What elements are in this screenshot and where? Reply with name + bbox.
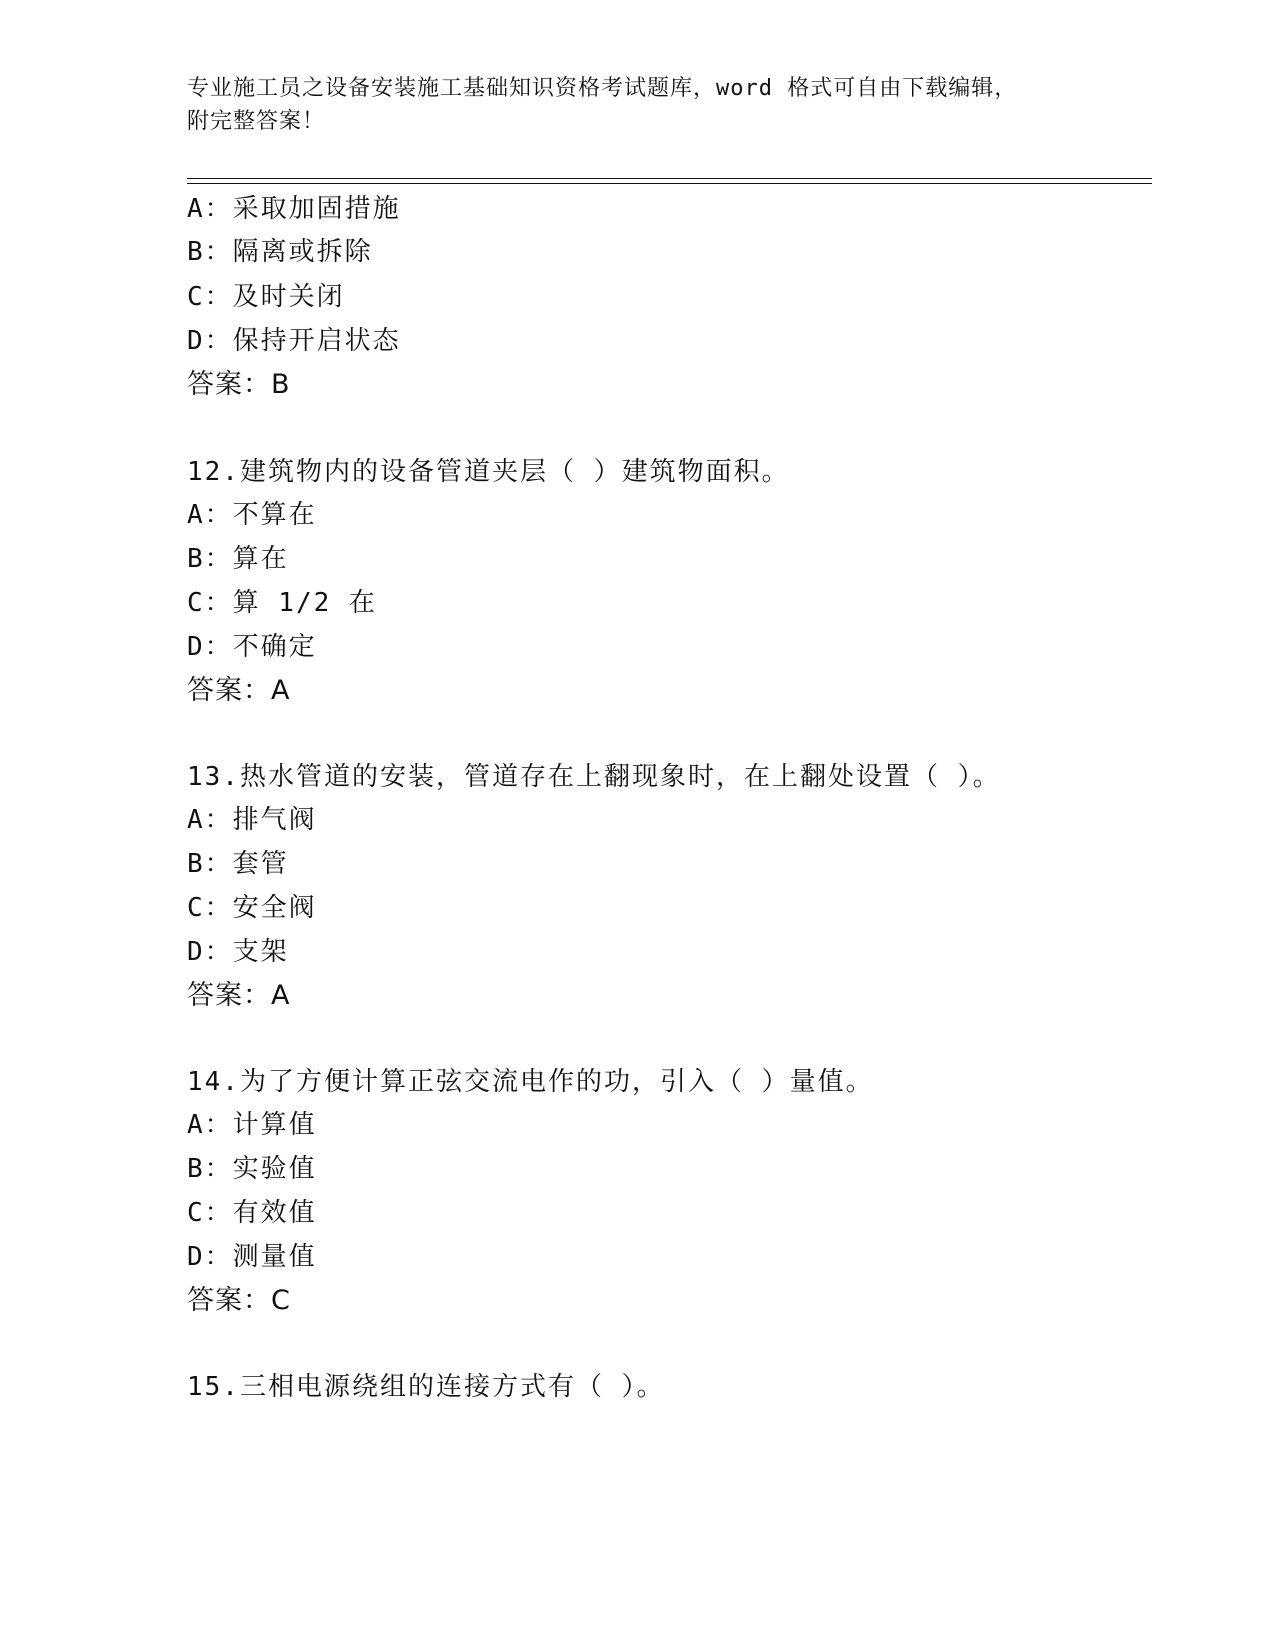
q12-option-a: A：不算在 [187, 500, 317, 530]
q11-option-b: B：隔离或拆除 [187, 237, 373, 267]
q11-option-d: D：保持开启状态 [187, 326, 401, 356]
q14-option-c: C：有效值 [187, 1198, 317, 1228]
q15-question: 15.三相电源绕组的连接方式有（ ）。 [187, 1372, 665, 1402]
header-line-2: 附完整答案！ [187, 109, 326, 134]
q13-option-d: D：支架 [187, 937, 289, 967]
document-header [187, 72, 1087, 138]
q13-option-c: C：安全阀 [187, 893, 317, 923]
q13-question: 13.热水管道的安装，管道存在上翻现象时，在上翻处设置（ ）。 [187, 762, 1001, 792]
header-divider-top [187, 178, 1152, 179]
q13-option-a: A：排气阀 [187, 805, 317, 835]
q12-option-b: B：算在 [187, 544, 289, 574]
q14-option-d: D：测量值 [187, 1242, 317, 1272]
q13-option-b: B：套管 [187, 849, 289, 879]
q14-answer: 答案：C [187, 1285, 291, 1316]
q11-answer: 答案：B [187, 369, 291, 400]
header-line-1: 专业施工员之设备安装施工基础知识资格考试题库，word 格式可自由下载编辑， [187, 76, 1018, 101]
q12-option-d: D：不确定 [187, 632, 317, 662]
q12-option-c: C：算 1/2 在 [187, 588, 377, 618]
q12-answer: 答案：A [187, 675, 291, 706]
q13-answer: 答案：A [187, 980, 291, 1011]
q14-question: 14.为了方便计算正弦交流电作的功，引入（ ）量值。 [187, 1067, 874, 1097]
q12-question: 12.建筑物内的设备管道夹层（ ）建筑物面积。 [187, 457, 790, 487]
q11-option-c: C：及时关闭 [187, 282, 345, 312]
header-divider-bottom [187, 183, 1152, 184]
q14-option-a: A：计算值 [187, 1110, 317, 1140]
q11-option-a: A：采取加固措施 [187, 194, 401, 224]
q14-option-b: B：实验值 [187, 1154, 317, 1184]
